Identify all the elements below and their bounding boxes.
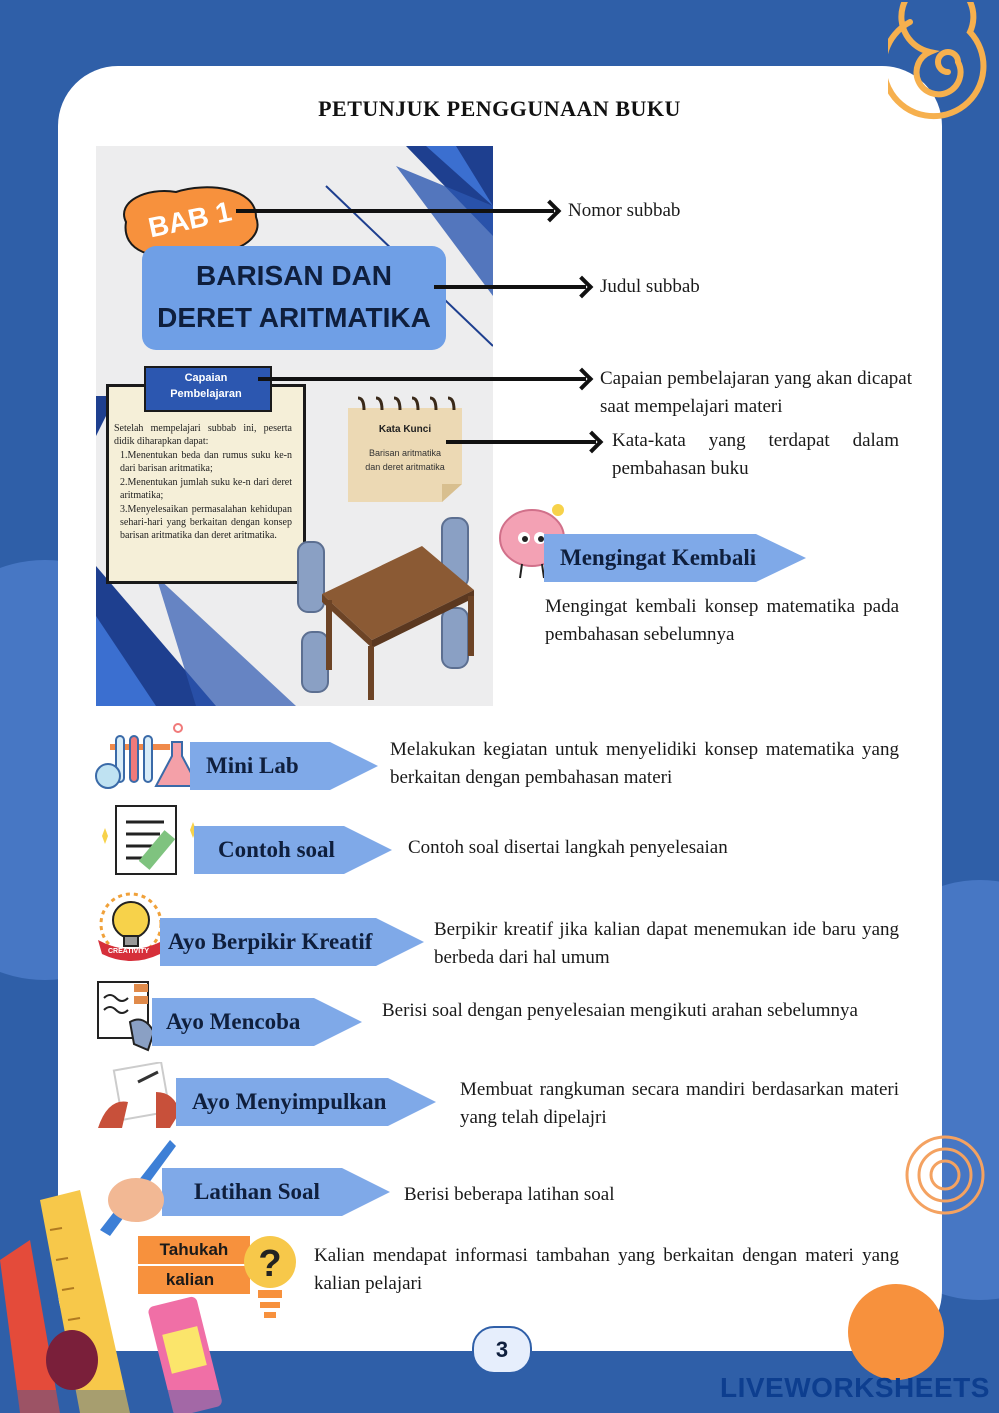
desc-contoh-soal: Contoh soal disertai langkah penyelesaian [408, 837, 728, 858]
table-chairs-illustration [292, 512, 492, 702]
tahukah-label-1: Tahukah [159, 1240, 229, 1259]
banner-latihan-soal-label: Latihan Soal [194, 1179, 320, 1204]
banner-contoh-soal-label: Contoh soal [218, 837, 335, 862]
arrow-nomor [236, 209, 554, 213]
arrow-capaian [258, 377, 586, 381]
tahukah-label-2: kalian [165, 1270, 215, 1289]
stationery-illustration [0, 1140, 240, 1413]
capaian-intro: Setelah mempelajari subbab ini, peserta didik diharapkan dapat: [114, 423, 292, 447]
banner-ayo-menyimpulkan [176, 1078, 436, 1126]
banner-mini-lab [190, 742, 378, 790]
creativity-badge: CREATIVITY [108, 948, 150, 955]
banner-contoh-soal [194, 826, 392, 874]
callout-nomor: Nomor subbab [568, 200, 681, 221]
banner-ayo-menyimpulkan-label: Ayo Menyimpulkan [192, 1089, 387, 1114]
capaian-title-line2: Pembelajaran [170, 388, 242, 400]
arrow-judul [434, 285, 586, 289]
page-number: 3 [472, 1326, 532, 1374]
callout-kata: Kata-kata yang terdapat dalam pembahasan buku [612, 430, 899, 479]
banner-mengingat-label: Mengingat Kembali [560, 545, 757, 570]
arrow-kata [446, 440, 596, 444]
banner-ayo-mencoba [152, 998, 362, 1046]
capaian-title-line1: Capaian [184, 372, 228, 384]
liveworksheets-watermark: LIVEWORKSHEETS [720, 1372, 990, 1403]
desc-tahukah-kalian: Kalian mendapat informasi tambahan yang berkaitan dengan materi yang kalian pelajari [314, 1245, 899, 1294]
test-tubes-icon [94, 722, 204, 794]
hands-paper-icon [94, 1062, 184, 1132]
banner-berpikir-kreatif-label: Ayo Berpikir Kreatif [168, 929, 373, 954]
desc-ayo-menyimpulkan: Membuat rangkuman secara mandiri berdasarkan materi yang telah dipelajri [460, 1079, 899, 1128]
kata-kunci-line2: dan deret aritmatika [365, 462, 445, 472]
banner-mini-lab-label: Mini Lab [206, 753, 299, 778]
capaian-item-2: 2.Menentukan jumlah suku ke-n dari deret aritmatika; [120, 477, 292, 501]
capaian-item-1: 1.Menentukan beda dan rumus suku ke-n dari barisan aritmatika; [120, 450, 292, 474]
chapter-heading-line2: DERET ARITMATIKA [157, 302, 431, 333]
deco-circle-orange [848, 1284, 944, 1380]
chapter-preview [96, 146, 493, 706]
capaian-item-3: 3.Menyelesaikan permasalahan kehidupan sehari-hari yang berkaitan dengan konsep barisan aritmatika dan deret aritmatika. [120, 504, 292, 541]
desc-latihan-soal: Berisi beberapa latihan soal [404, 1184, 615, 1205]
kata-kunci-title: Kata Kunci [378, 424, 432, 435]
desc-mengingat-kembali: Mengingat kembali konsep matematika pada pembahasan sebelumnya [545, 596, 899, 645]
question-bulb-icon [242, 1232, 298, 1322]
desc-berpikir-kreatif: Berpikir kreatif jika kalian dapat menemukan ide baru yang berbeda dari hal umum [434, 919, 899, 968]
svg-text:?: ? [258, 1243, 282, 1285]
callout-judul: Judul subbab [600, 276, 700, 297]
spiral-icon [900, 1130, 990, 1220]
banner-berpikir-kreatif [160, 918, 424, 966]
chapter-heading-line1: BARISAN DAN [196, 260, 392, 291]
banner-ayo-mencoba-label: Ayo Mencoba [166, 1009, 301, 1034]
desc-mini-lab: Melakukan kegiatan untuk menyelidiki konsep matematika yang berkaitan dengan pembahasan materi [390, 739, 899, 788]
page-title: PETUNJUK PENGGUNAAN BUKU [318, 96, 681, 121]
callout-capaian: Capaian pembelajaran yang akan dicapat saat mempelajari materi [600, 368, 912, 417]
desc-ayo-mencoba: Berisi soal dengan penyelesaian mengikuti arahan sebelumnya [382, 1000, 858, 1021]
kata-kunci-line1: Barisan aritmatika [368, 448, 442, 458]
notepad-pencil-icon [94, 800, 204, 880]
banner-mengingat-kembali [544, 534, 806, 582]
bab-label: BAB 1 [145, 195, 235, 244]
